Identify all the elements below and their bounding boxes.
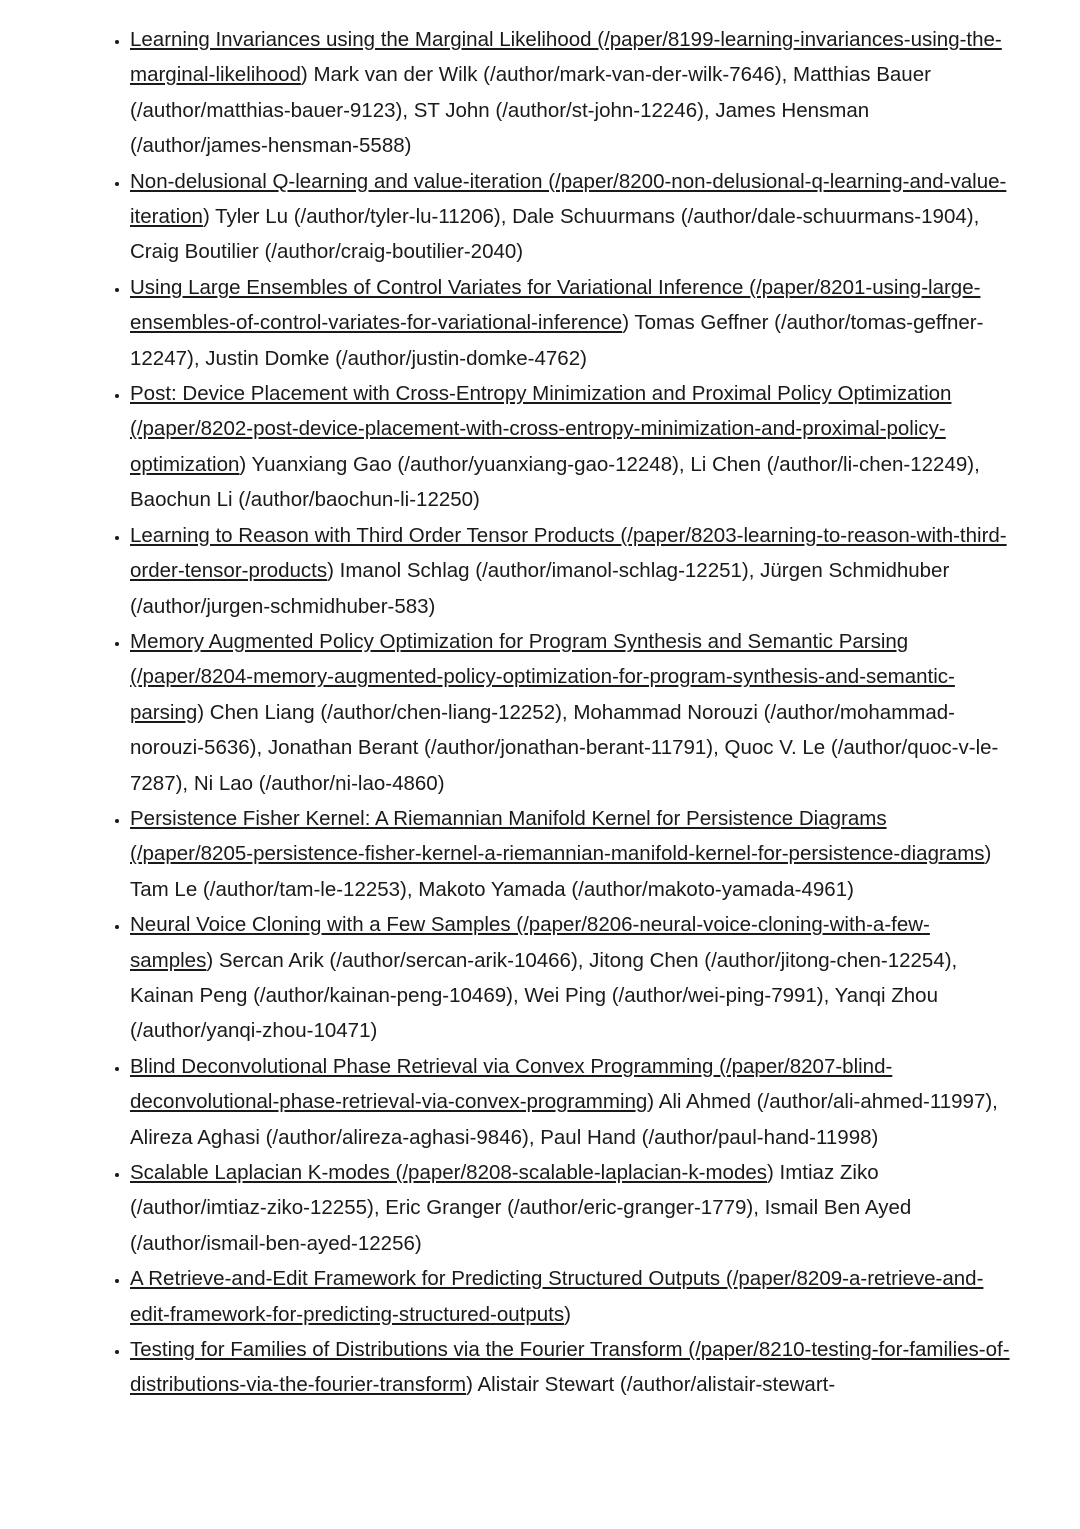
paper-list-item: [130, 1155, 1010, 1261]
paper-list-item: [130, 801, 1010, 907]
paper-authors: ) Alistair Stewart (/author/alistair-stewart-: [466, 1373, 836, 1397]
paper-list-item: [130, 624, 1010, 801]
paper-title-link[interactable]: Using Large Ensembles of Control Variates for Variational Inference (/paper/8201-using-large-ensembles-of-control-variates-for-variational-inference: [130, 275, 981, 335]
paper-title-link[interactable]: Testing for Families of Distributions via the Fourier Transform (/paper/8210-testing-for-families-of-distributions-via-the-fourier-transform: [130, 1338, 1010, 1397]
paper-title-link[interactable]: Non-delusional Q-learning and value-iteration (/paper/8200-non-delusional-q-learning-and-value-iteration: [130, 169, 1007, 229]
paper-title-link[interactable]: Blind Deconvolutional Phase Retrieval via Convex Programming (/paper/8207-blind-deconvolutional-phase-retrieval-via-convex-programming: [130, 1054, 893, 1114]
paper-authors: ) Tyler Lu (/author/tyler-lu-11206), Dale Schuurmans (/author/dale-schuurmans-1904), Craig Boutilier (/author/craig-boutilier-2040): [130, 205, 980, 264]
paper-title-link[interactable]: Learning to Reason with Third Order Tensor Products (/paper/8203-learning-to-reason-with-third-order-tensor-products: [130, 523, 1007, 583]
paper-title-link[interactable]: Post: Device Placement with Cross-Entropy Minimization and Proximal Policy Optimization (/paper/8202-post-device-placement-with-cross-entropy-minimization-and-proximal-policy-optimization: [130, 382, 952, 476]
paper-list-item: [130, 164, 1010, 270]
paper-list-item: [130, 518, 1010, 624]
paper-list-item: [130, 22, 1010, 164]
paper-authors: ) Tomas Geffner (/author/tomas-geffner-12247), Justin Domke (/author/justin-domke-4762): [130, 311, 984, 370]
paper-authors: ) Tam Le (/author/tam-le-12253), Makoto Yamada (/author/makoto-yamada-4961): [130, 842, 992, 901]
paper-authors: ) Mark van der Wilk (/author/mark-van-der-wilk-7646), Matthias Bauer (/author/matthias-bauer-9123), ST John (/author/st-john-12246), James Hensman (/author/james-hensman-5588): [130, 63, 931, 158]
paper-authors: ) Chen Liang (/author/chen-liang-12252), Mohammad Norouzi (/author/mohammad-norouzi-5636), Jonathan Berant (/author/jonathan-berant-11791), Quoc V. Le (/author/quoc-v-le-7287), Ni Lao (/author/ni-lao-4860): [130, 700, 999, 795]
paper-authors: ) Imanol Schlag (/author/imanol-schlag-12251), Jürgen Schmidhuber (/author/jurgen-schmidhuber-583): [130, 559, 950, 618]
paper-list: [130, 22, 1010, 1403]
paper-title-link[interactable]: Memory Augmented Policy Optimization for Program Synthesis and Semantic Parsing (/paper/8204-memory-augmented-policy-optimization-for-program-synthesis-and-semantic-parsing: [130, 629, 955, 724]
paper-title-link[interactable]: Neural Voice Cloning with a Few Samples (/paper/8206-neural-voice-cloning-with-a-few-samples: [130, 913, 930, 972]
paper-list-item: [130, 907, 1010, 1049]
paper-authors: ) Yuanxiang Gao (/author/yuanxiang-gao-12248), Li Chen (/author/li-chen-12249), Baochun Li (/author/baochun-li-12250): [130, 452, 980, 512]
paper-title-link[interactable]: Persistence Fisher Kernel: A Riemannian Manifold Kernel for Persistence Diagrams (/paper/8205-persistence-fisher-kernel-a-riemannian-manifold-kernel-for-persistence-diagrams: [130, 806, 985, 866]
paper-authors: ) Sercan Arik (/author/sercan-arik-10466), Jitong Chen (/author/jitong-chen-12254), Kainan Peng (/author/kainan-peng-10469), Wei Ping (/author/wei-ping-7991), Yanqi Zhou (/author/yanqi-zhou-10471): [130, 948, 958, 1043]
paper-title-link[interactable]: Scalable Laplacian K-modes (/paper/8208-scalable-laplacian-k-modes: [130, 1161, 767, 1184]
paper-list-item: [130, 270, 1010, 376]
paper-authors: ) Ali Ahmed (/author/ali-ahmed-11997), Alireza Aghasi (/author/alireza-aghasi-9846), Paul Hand (/author/paul-hand-11998): [130, 1090, 998, 1149]
paper-list-item: [130, 376, 1010, 518]
paper-list-item: [130, 1049, 1010, 1155]
paper-title-link[interactable]: A Retrieve-and-Edit Framework for Predicting Structured Outputs (/paper/8209-a-retrieve-and-edit-framework-for-predicting-structured-outputs: [130, 1267, 984, 1326]
paper-list-item: [130, 1261, 1010, 1332]
paper-authors: ): [564, 1302, 571, 1326]
paper-authors: ) Imtiaz Ziko (/author/imtiaz-ziko-12255), Eric Granger (/author/eric-granger-1779), Ismail Ben Ayed (/author/ismail-ben-ayed-12256): [130, 1161, 912, 1255]
paper-list-item: [130, 1332, 1010, 1403]
paper-title-link[interactable]: Learning Invariances using the Marginal Likelihood (/paper/8199-learning-invariances-using-the-marginal-likelihood: [130, 28, 1002, 87]
